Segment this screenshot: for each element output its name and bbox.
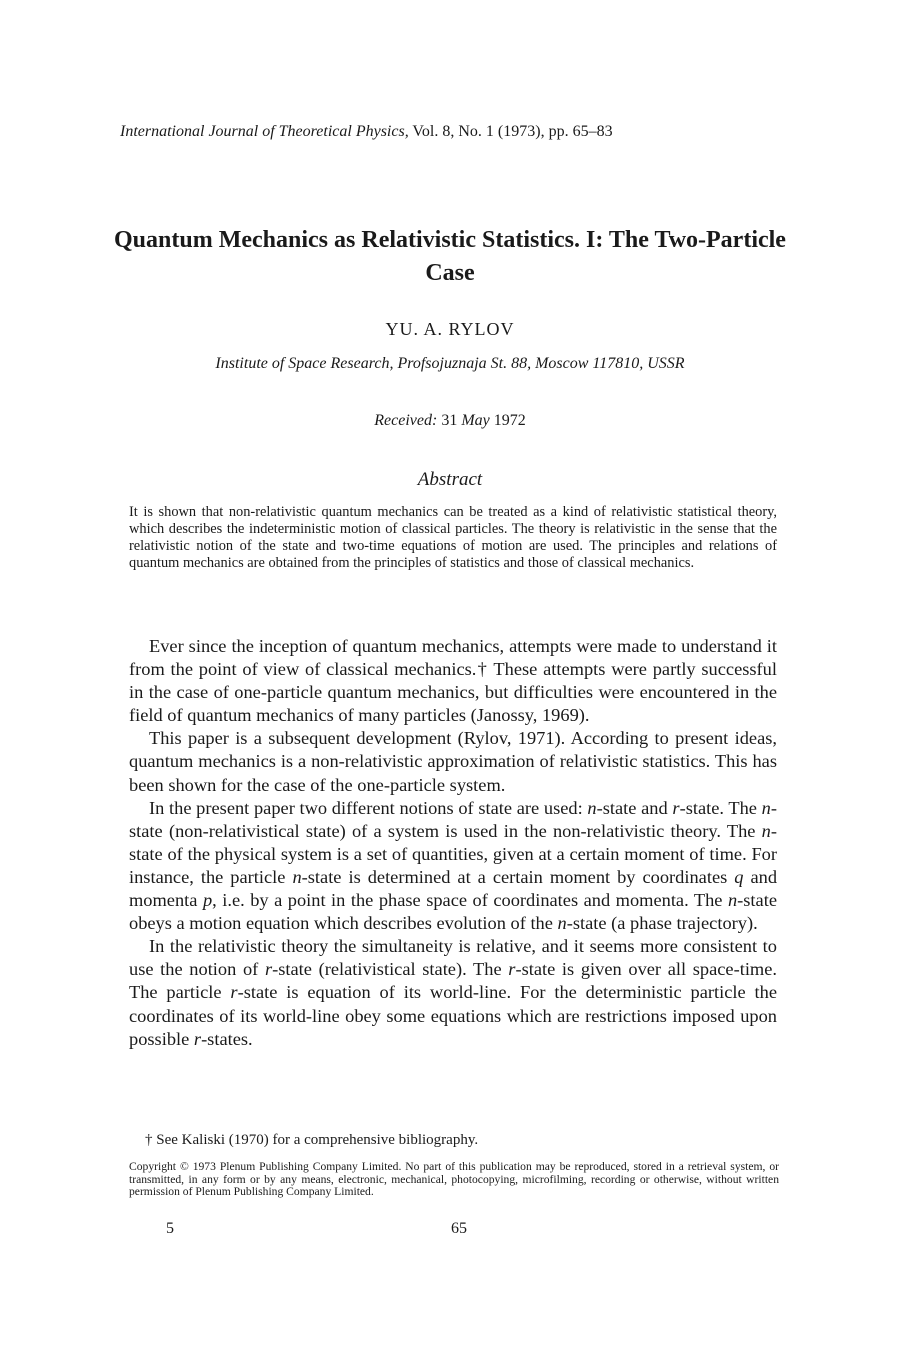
- math-var: r: [193, 1028, 202, 1049]
- text-run: In the present paper two different notions of state are used:: [149, 797, 588, 818]
- abstract-heading: Abstract: [417, 469, 483, 490]
- received-month: May: [461, 412, 490, 429]
- received-date: [110, 411, 790, 431]
- math-var: n: [292, 866, 302, 887]
- author-affiliation: Institute of Space Research, Profsojuznaja St. 88, Moscow 117810, USSR: [215, 355, 685, 372]
- journal-name: International Journal of Theoretical Physics,: [120, 123, 409, 140]
- math-var: p: [202, 890, 213, 911]
- signature-mark: 5: [166, 1220, 174, 1237]
- math-var: n: [557, 913, 567, 934]
- math-var: r: [672, 797, 680, 818]
- paragraph-2: This paper is a subsequent development (Rylov, 1971). According to present ideas, quantum mechanics is a non-relativistic approximation of relativistic statistics. This has been shown for the case of the one-particle system.: [129, 728, 777, 795]
- text-run: -state obeys a motion equation which describes evolution of the: [129, 890, 777, 934]
- text-run: -states.: [201, 1028, 253, 1049]
- paragraph-1: Ever since the inception of quantum mechanics, attempts were made to understand it from the point of view of classical mechanics.† These attempts were partly successful in the case of one-particle quantum mechanics, but difficulties were encountered in the field of quantum mechanics of many particles (Janossy, 1969).: [129, 636, 777, 726]
- journal-citation: [120, 122, 800, 142]
- math-var: n: [761, 797, 771, 818]
- math-var: r: [230, 982, 238, 1003]
- text-run: -state (a phase trajectory).: [566, 913, 758, 934]
- math-var: n: [727, 890, 738, 911]
- body-text: [129, 635, 777, 1051]
- text-run: -state is given over all space-time. The particle: [129, 959, 777, 1003]
- text-run: , i.e. by a point in the phase space of coordinates and momenta. The: [212, 890, 728, 911]
- text-run: -state is determined at a certain moment by coordinates: [301, 866, 735, 887]
- text-run: -state. The: [679, 797, 762, 818]
- text-run: and momenta: [129, 866, 778, 911]
- paper-title: Quantum Mechanics as Relativistic Statistics. I: The Two-Particle Case: [114, 227, 786, 286]
- text-run: In the relativistic theory the simultaneity is relative, and it seems more consistent to use the notion of: [129, 936, 777, 980]
- received-day: 31: [441, 412, 458, 429]
- math-var: n: [761, 820, 771, 841]
- volume-issue-pages: Vol. 8, No. 1 (1973), pp. 65–83: [412, 123, 613, 140]
- text-run: -state and: [596, 797, 673, 818]
- abstract-text: It is shown that non-relativistic quantum mechanics can be treated as a kind of relativistic statistical theory, which describes the indeterministic motion of classical particles. The theory is relativistic in the sense that the relativistic notion of the state and two-time equations of motion are used. The principles and relations of quantum mechanics are obtained from the principles of statistics and those of classical mechanics.: [129, 504, 777, 571]
- paragraph-4: [129, 935, 777, 1050]
- copyright-notice: Copyright © 1973 Plenum Publishing Company Limited. No part of this publication may be reproduced, stored in a retrieval system, or transmitted, in any form or by any means, electronic, mechanical, photocopying, microfilming, recording or otherwise, without written permission of Plenum Publishing Company Limited.: [129, 1160, 779, 1199]
- text-run: -state is equation of its world-line. For the deterministic particle the coordinates of its world-line obey some equations which are restrictions imposed upon possible: [129, 982, 777, 1049]
- paragraph-3: [129, 797, 777, 936]
- math-var: r: [508, 959, 516, 980]
- math-var: q: [734, 866, 744, 887]
- received-label: Received:: [374, 412, 438, 429]
- author-name: YU. A. RYLOV: [385, 319, 515, 339]
- text-run: -state (non-relativistical state) of a system is used in the non-relativistic theory. The: [129, 797, 777, 841]
- math-var: r: [264, 959, 273, 980]
- math-var: n: [587, 797, 597, 818]
- page-number: 65: [451, 1220, 467, 1237]
- footnote: † See Kaliski (1970) for a comprehensive bibliography.: [145, 1132, 479, 1148]
- text-run: -state (relativistical state). The: [272, 959, 509, 980]
- text-run: -state of the physical system is a set of quantities, given at a certain moment of time. For instance, the particle: [129, 820, 777, 887]
- received-year: 1972: [493, 412, 526, 429]
